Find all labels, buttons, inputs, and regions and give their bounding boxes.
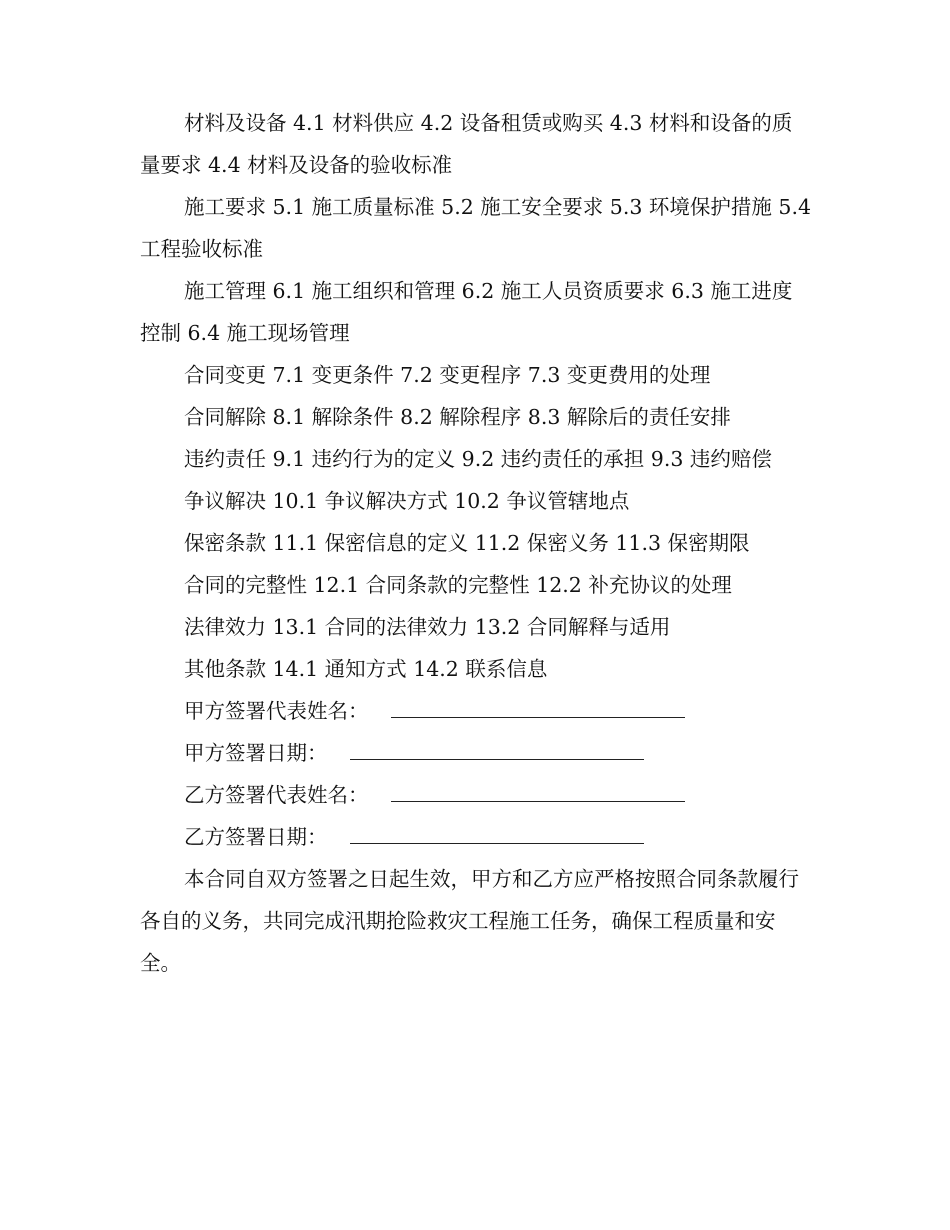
signature-label: 甲方签署代表姓名： bbox=[184, 699, 369, 723]
signature-party-a-name bbox=[140, 690, 812, 732]
clause-contract-termination: 合同解除 8.1 解除条件 8.2 解除程序 8.3 解除后的责任安排 bbox=[184, 405, 731, 429]
clause-materials: 材料及设备 4.1 材料供应 4.2 设备租赁或购买 4.3 材料和设备的质量要求 4.4 材料及设备的验收标准 bbox=[140, 111, 793, 177]
signature-party-b-date bbox=[140, 816, 812, 858]
signature-blank-line bbox=[350, 821, 644, 844]
clause-contract-change: 合同变更 7.1 变更条件 7.2 变更程序 7.3 变更费用的处理 bbox=[184, 363, 711, 387]
signature-blank-line bbox=[350, 737, 644, 760]
clause-dispute-resolution: 争议解决 10.1 争议解决方式 10.2 争议管辖地点 bbox=[184, 489, 630, 513]
clause-construction-requirements: 施工要求 5.1 施工质量标准 5.2 施工安全要求 5.3 环境保护措施 5.4 工程验收标准 bbox=[140, 195, 812, 261]
signature-label: 乙方签署日期： bbox=[184, 825, 328, 849]
clause-confidentiality: 保密条款 11.1 保密信息的定义 11.2 保密义务 11.3 保密期限 bbox=[184, 531, 750, 555]
signature-party-b-name bbox=[140, 774, 812, 816]
clause-construction-management: 施工管理 6.1 施工组织和管理 6.2 施工人员资质要求 6.3 施工进度控制 6.4 施工现场管理 bbox=[140, 279, 793, 345]
signature-label: 甲方签署日期： bbox=[184, 741, 328, 765]
clause-other: 其他条款 14.1 通知方式 14.2 联系信息 bbox=[184, 657, 548, 681]
signature-blank-line bbox=[391, 695, 685, 718]
document-body bbox=[140, 102, 812, 984]
clause-integrity: 合同的完整性 12.1 合同条款的完整性 12.2 补充协议的处理 bbox=[184, 573, 732, 597]
signature-party-a-date bbox=[140, 732, 812, 774]
signature-blank-line bbox=[391, 779, 685, 802]
signature-label: 乙方签署代表姓名： bbox=[184, 783, 369, 807]
clause-legal-effect: 法律效力 13.1 合同的法律效力 13.2 合同解释与适用 bbox=[184, 615, 671, 639]
clause-breach-liability: 违约责任 9.1 违约行为的定义 9.2 违约责任的承担 9.3 违约赔偿 bbox=[184, 447, 772, 471]
closing-statement: 本合同自双方签署之日起生效，甲方和乙方应严格按照合同条款履行各自的义务，共同完成汛期抢险救灾工程施工任务，确保工程质量和安全。 bbox=[140, 867, 799, 975]
